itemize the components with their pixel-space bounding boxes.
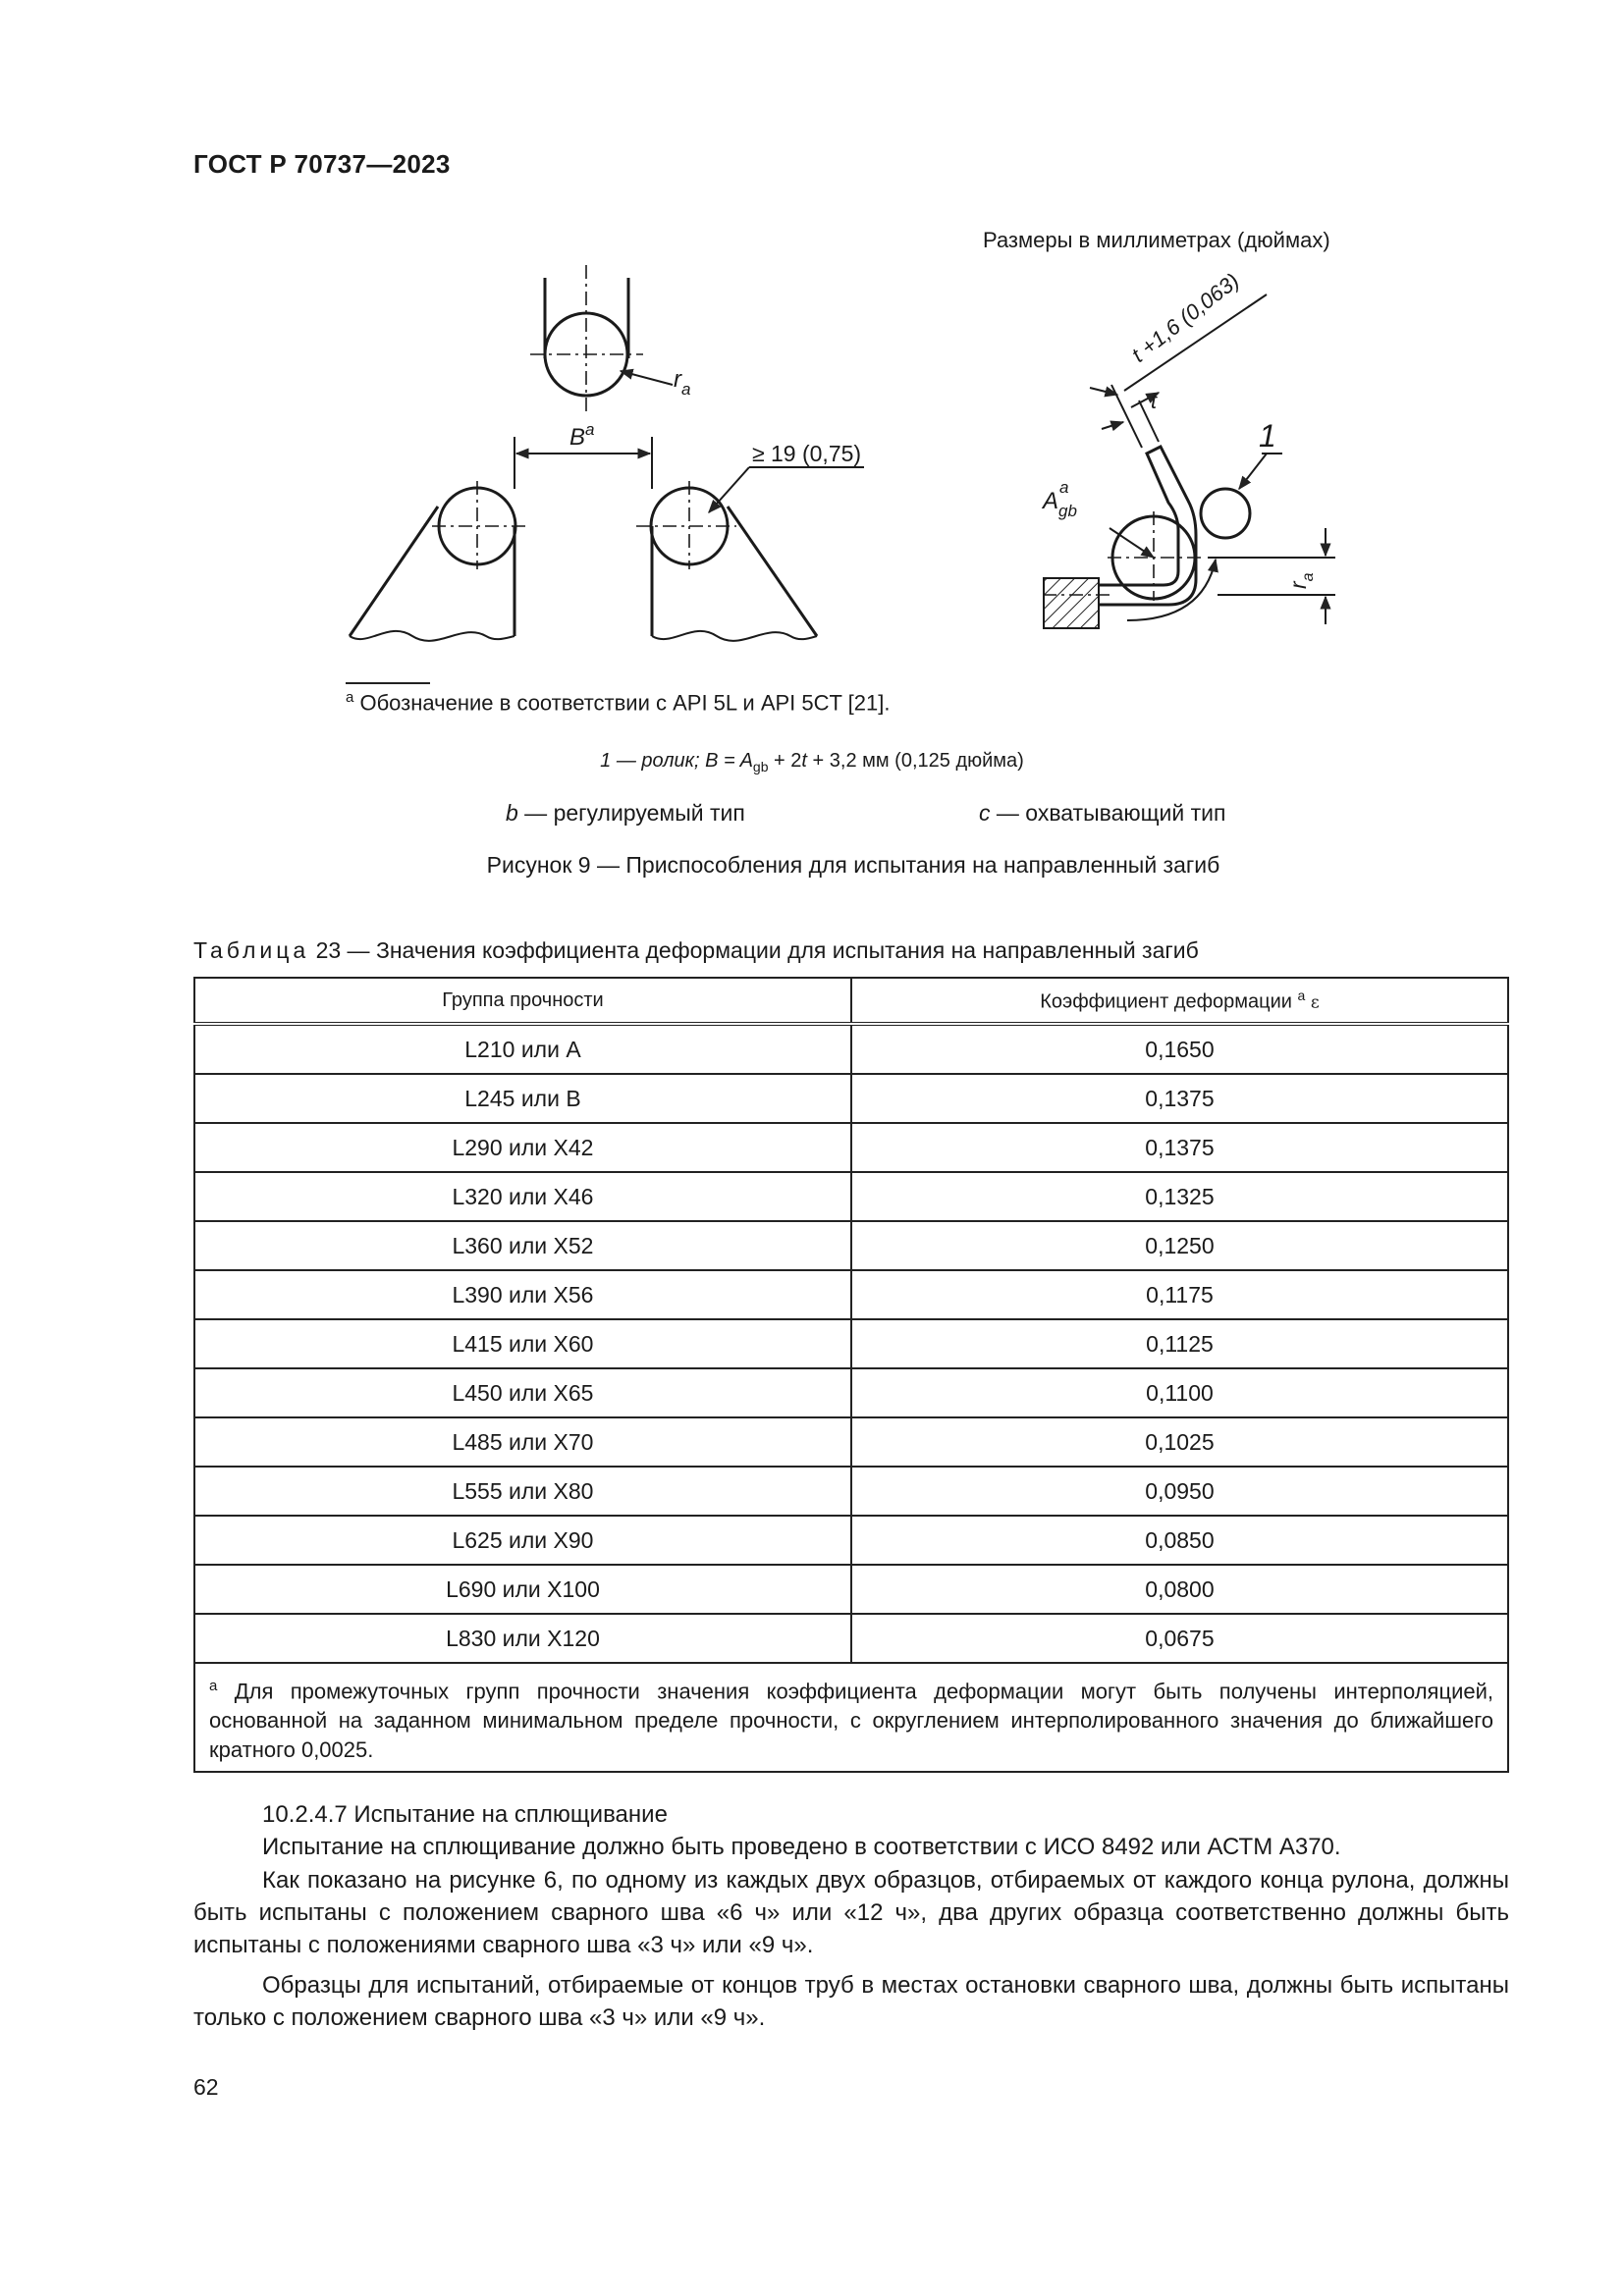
cell-group: L485 или X70	[194, 1417, 851, 1467]
cell-value: 0,0850	[851, 1516, 1508, 1565]
section-heading: 10.2.4.7 Испытание на сплющивание	[262, 1801, 668, 1828]
ra-leader	[621, 371, 673, 385]
right-die-shape	[651, 488, 817, 641]
min-dim-leader	[709, 467, 749, 512]
wrap-jig-shape	[1044, 447, 1250, 628]
table-row	[194, 1614, 1508, 1663]
cell-value: 0,1650	[851, 1024, 1508, 1074]
caption-c: c — охватывающий тип	[979, 800, 1226, 826]
table-row	[194, 1123, 1508, 1172]
cell-value: 0,1375	[851, 1074, 1508, 1123]
deformation-table	[193, 977, 1509, 1773]
cell-group: L390 или X56	[194, 1270, 851, 1319]
cell-value: 0,1125	[851, 1319, 1508, 1368]
table-row	[194, 1270, 1508, 1319]
table-note: $^a$ Для промежуточных групп прочности значения коэффициента деформации могут быть получены интерполяцией, основанной на заданном минимальном пределе прочности, с округлением интерполированного значения до ближайшего кратного 0,0025.	[194, 1663, 1508, 1772]
cell-value: 0,1375	[851, 1123, 1508, 1172]
table-caption: Таблица 23 — Значения коэффициента деформации для испытания на направленный загиб	[193, 937, 1199, 963]
ra-label: $r_a$	[674, 366, 691, 399]
bend-arc-arrow	[1127, 560, 1216, 620]
table-row	[194, 1172, 1508, 1221]
cell-group: L290 или X42	[194, 1123, 851, 1172]
cell-group: L450 или X65	[194, 1368, 851, 1417]
header-deformation-coef: Коэффициент деформации $^a$ ε	[851, 978, 1508, 1024]
roller-number: 1	[1259, 418, 1276, 454]
figure-legend: 1 — ролик; $B = A_{gb} + 2t + 3,2$ мм (0,125 дюйма)	[600, 750, 1024, 774]
table-row	[194, 1417, 1508, 1467]
cell-group: L690 или X100	[194, 1565, 851, 1614]
table-row	[194, 1565, 1508, 1614]
figure-footnote: $^a$ Обозначение в соответствии с API 5L и API 5CT [21].	[346, 689, 891, 716]
paragraph-2: Как показано на рисунке 6, по одному из каждых двух образцов, отбираемых от каждого конца рулона, должны быть испытаны с положением сварного шва «6 ч» или «12 ч», два других образца соответственно должны быть испытаны с положениями сварного шва «3 ч» или «9 ч».	[193, 1867, 1509, 1958]
figure-9-drawing	[0, 0, 1624, 687]
cell-group: L320 или X46	[194, 1172, 851, 1221]
t-label: t	[1151, 389, 1158, 413]
agb-label: $A_{gb}a$	[1043, 478, 1077, 520]
cell-group: L360 или X52	[194, 1221, 851, 1270]
paragraph-1: Испытание на сплющивание должно быть проведено в соответствии с ИСО 8492 или АСТМ А370.	[262, 1834, 1341, 1860]
table-row	[194, 1368, 1508, 1417]
cell-value: 0,1250	[851, 1221, 1508, 1270]
document-header: ГОСТ Р 70737—2023	[193, 149, 451, 179]
table-row	[194, 1024, 1508, 1074]
b-label: $B^a$	[569, 420, 595, 451]
t-plus-label: t +1,6 (0,063)	[1126, 268, 1244, 367]
paragraph-3: Образцы для испытаний, отбираемые от концов труб в местах остановки сварного шва, должны быть испытаны только с положением сварного шва «3 ч» или «9 ч».	[193, 1972, 1509, 2031]
header-strength-group: Группа прочности	[194, 978, 851, 1024]
table-row	[194, 1516, 1508, 1565]
cell-group: L830 или X120	[194, 1614, 851, 1663]
cell-value: 0,1025	[851, 1417, 1508, 1467]
table-row	[194, 1319, 1508, 1368]
cell-group: L555 или X80	[194, 1467, 851, 1516]
cell-value: 0,1175	[851, 1270, 1508, 1319]
cell-value: 0,0950	[851, 1467, 1508, 1516]
footnote-rule	[346, 682, 430, 684]
table-row	[194, 1074, 1508, 1123]
table-row	[194, 1221, 1508, 1270]
cell-value: 0,0675	[851, 1614, 1508, 1663]
min-dim-label: ≥ 19 (0,75)	[752, 441, 862, 466]
cell-group: L210 или A	[194, 1024, 851, 1074]
cell-group: L245 или B	[194, 1074, 851, 1123]
figure-title: Рисунок 9 — Приспособления для испытания на направленный загиб	[486, 852, 1220, 878]
left-die-shape	[350, 488, 515, 641]
cell-group: L415 или X60	[194, 1319, 851, 1368]
cell-value: 0,1325	[851, 1172, 1508, 1221]
units-note: Размеры в миллиметрах (дюймах)	[983, 228, 1330, 252]
caption-b: b — регулируемый тип	[506, 800, 745, 826]
cell-value: 0,0800	[851, 1565, 1508, 1614]
cell-group: L625 или X90	[194, 1516, 851, 1565]
page-number: 62	[193, 2074, 219, 2100]
table-note-row	[194, 1663, 1508, 1772]
ra2-label: $r_a$	[1285, 572, 1317, 589]
cell-value: 0,1100	[851, 1368, 1508, 1417]
table-row	[194, 1467, 1508, 1516]
